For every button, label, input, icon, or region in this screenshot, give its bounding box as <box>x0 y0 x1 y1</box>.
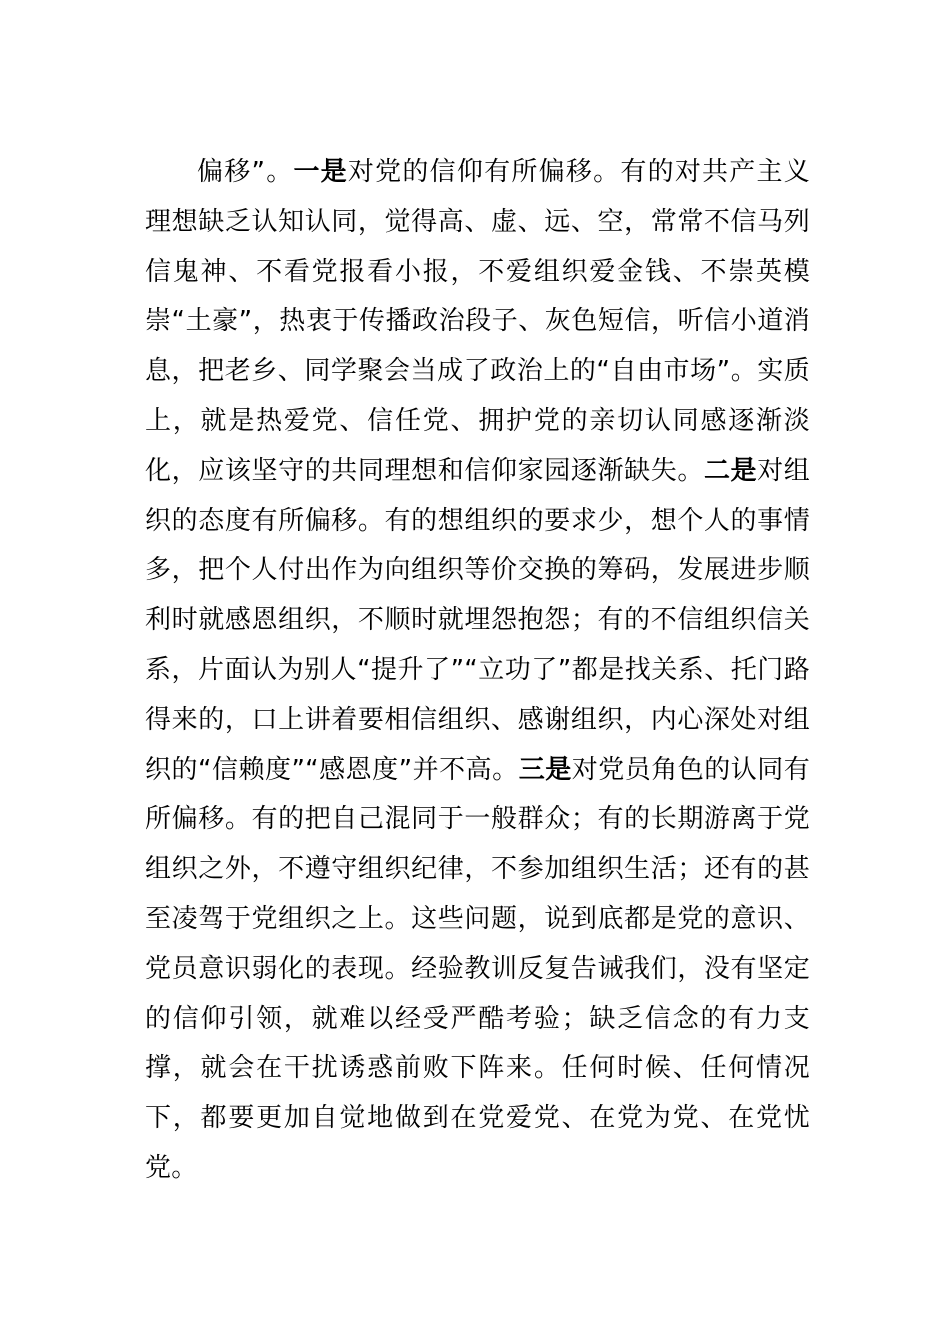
text-run-point-three: 对党员角色的认同有所偏移。有的把自己混同于一般群众；有的长期游离于党组织之外，不遵守组织纪律，不参加组织生活；还有的甚至凌驾于党组织之上。这些问题，说到底都是党的意识、党员意识弱化的表现。经验教训反复告诫我们，没有坚定的信仰引领，就难以经受严酷考验；缺乏信念的有力支撑，就会在干扰诱惑前败下阵来。任何时候、任何情况下，都要更加自觉地做到在党爱党、在党为党、在党忧党。 <box>145 754 810 1183</box>
text-run-point-one: 对党的信仰有所偏移。有的对共产主义理想缺乏认知认同，觉得高、虚、远、空，常常不信马列信鬼神、不看党报看小报，不爱组织爱金钱、不崇英模崇“土豪”，热衷于传播政治段子、灰色短信，听信小道消息，把老乡、同学聚会当成了政治上的“自由市场”。实质上，就是热爱党、信任党、拥护党的亲切认同感逐渐淡化，应该坚守的共同理想和信仰家园逐渐缺失。 <box>145 157 810 486</box>
point-two-label: 二是 <box>703 455 758 486</box>
text-run-intro: 偏移”。 <box>197 157 294 187</box>
point-one-label: 一是 <box>293 157 348 187</box>
point-three-label: 三是 <box>518 754 572 785</box>
body-paragraph <box>145 148 810 1194</box>
text-run-point-two: 对组织的态度有所偏移。有的想组织的要求少，想个人的事情多，把个人付出作为向组织等价交换的筹码，发展进步顺利时就感恩组织，不顺时就埋怨抱怨；有的不信组织信关系，片面认为别人“提升了”“立功了”都是找关系、托门路得来的，口上讲着要相信组织、感谢组织，内心深处对组织的“信赖度”“感恩度”并不高。 <box>145 455 810 785</box>
